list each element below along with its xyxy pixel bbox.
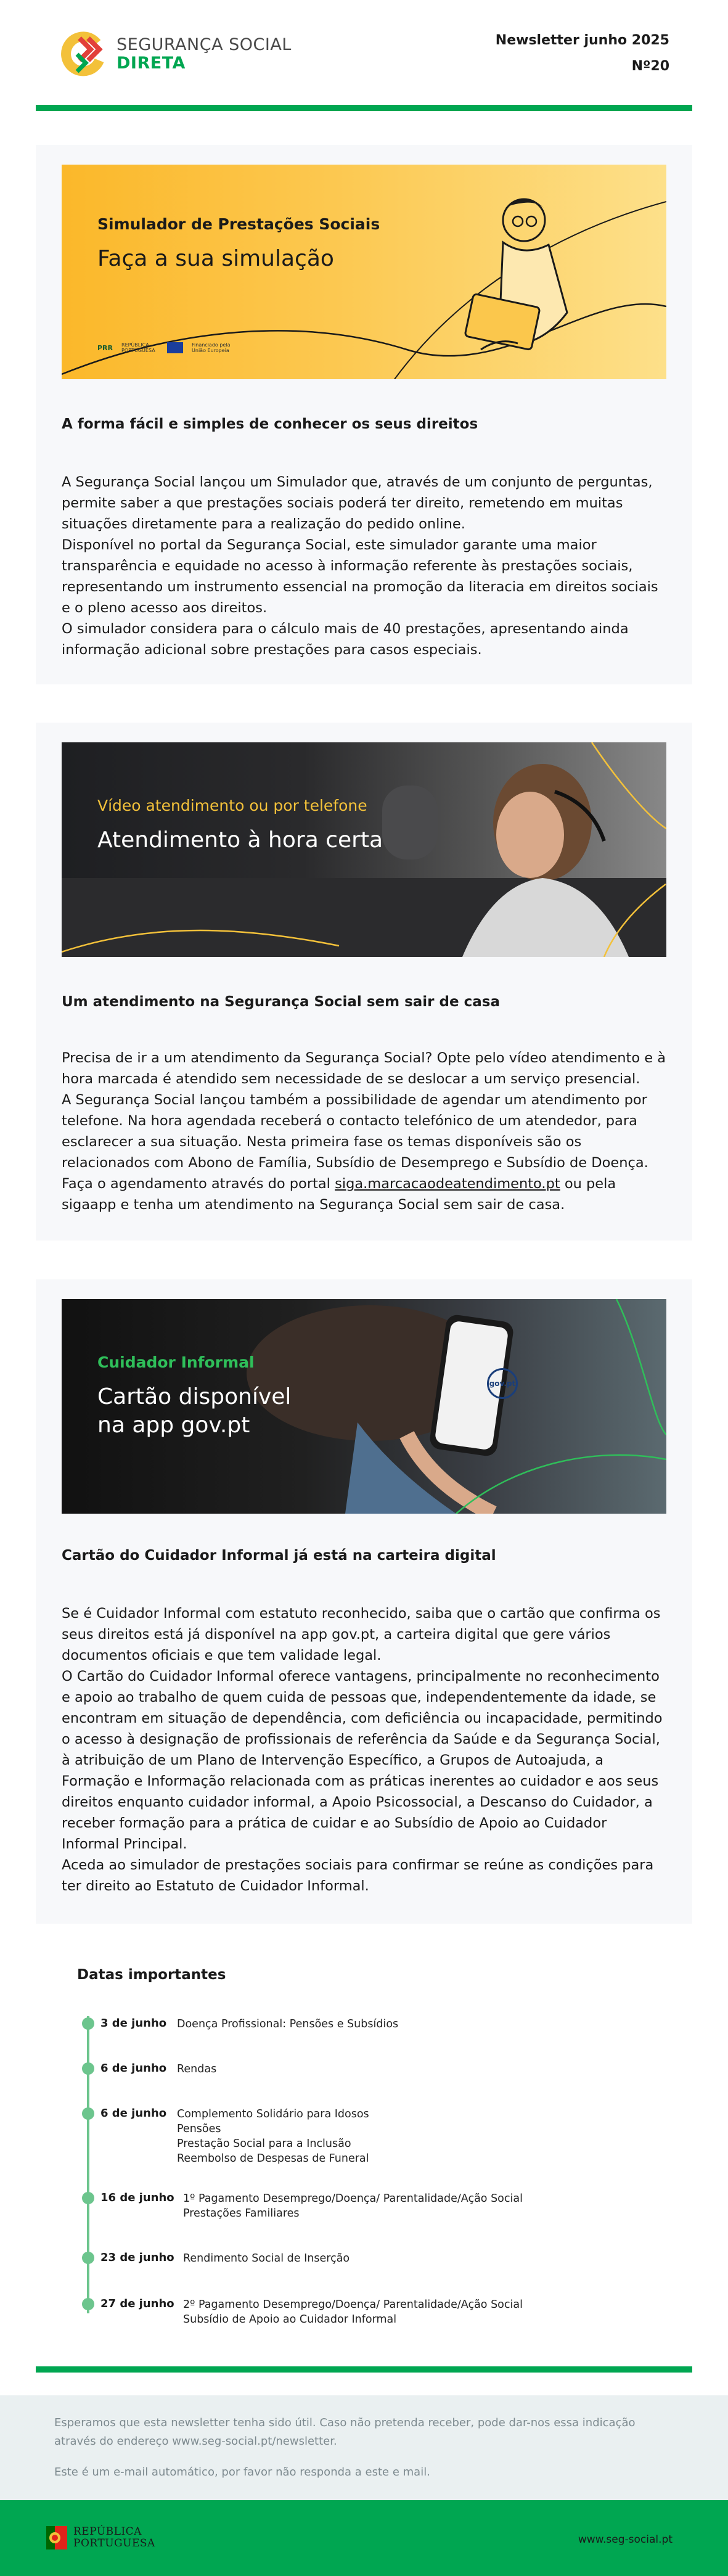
article-body (62, 1048, 666, 1215)
newsletter-header (0, 0, 728, 111)
portuguese-coat-of-arms-icon (46, 2526, 67, 2549)
timeline-date: 16 de junho (100, 2191, 174, 2204)
funding-logos (97, 342, 235, 353)
timeline-desc (183, 2191, 523, 2221)
banner-title-line1: Cartão disponível (97, 1384, 292, 1409)
paragraph: Disponível no portal da Segurança Social, este simulador garante uma maior transparência e equidade no acesso à informação referente às prestações sociais, representando um instrumento essencial na promoção da literacia em direitos sociais e o pleno acesso aos direitos. (62, 537, 658, 616)
paragraph: A Segurança Social lançou também a possibilidade de agendar um atendimento por telefone. Na hora agendada receberá o contacto telefónico de um atendedor, para esclarecer a sua situação. Nesta primeira fase os temas disponíveis são os relacionados com Abono de Família, Subsídio de Desemprego e Subsídio de Doença. (62, 1092, 648, 1171)
timeline-line-text: Pensões (177, 2123, 221, 2135)
footer-bar (0, 2500, 728, 2576)
phone-label: gov.pt (489, 1379, 516, 1388)
paragraph: O Cartão do Cuidador Informal oferece vantagens, principalmente no reconhecimento e apoio ao trabalho de quem cuida de pessoas que, independentemente da idade, se encontram em situação de dependência, com deficiência ou incapacidade, permitindo o acesso à designação de profissionais de referência da Saúde e da Segurança Social, à atribuição de um Plano de Intervenção Específico, a Grupos de Autoajuda, a Formação e Informação relacionada com as práticas inerentes ao cuidador e aos seus direitos enquanto cuidador informal, a Apoio Psicossocial, a Descanso do Cuidador, a receber formação para a prática de cuidar e ao Subsídio de Apoio ao Cuidador Informal Principal. (62, 1668, 663, 1852)
paragraph: Aceda ao simulador de prestações sociais para confirmar se reúne as condições para ter direito ao Estatuto de Cuidador Informal. (62, 1857, 654, 1894)
timeline-desc (183, 2297, 523, 2327)
article-cuidador (36, 1279, 692, 1924)
seguranca-social-direta-logo[interactable] (59, 30, 292, 79)
timeline-date: 27 de junho (100, 2297, 174, 2310)
link-prefix: Faça o agendamento através do portal (62, 1176, 335, 1192)
paragraph: Se é Cuidador Informal com estatuto reconhecido, saiba que o cartão que confirma os seus direitos está já disponível na app gov.pt, a carteira digital que gere vários documentos oficiais e que tem validade legal. (62, 1606, 661, 1663)
automatic-email-note: Este é um e-mail automático, por favor não responda a este e mail. (54, 2466, 430, 2479)
timeline-line-text: 2º Pagamento Desemprego/Doença/ Parentalidade/Ação Social (183, 2299, 523, 2311)
logo-mark-icon (59, 30, 108, 79)
atendimento-banner[interactable] (62, 742, 666, 957)
timeline-line-text: Subsídio de Apoio ao Cuidador Informal (183, 2313, 397, 2326)
gov-pt-app-icon (487, 1368, 518, 1399)
timeline-dot-icon (82, 2192, 94, 2204)
timeline-desc (177, 2017, 398, 2032)
article-atendimento (36, 723, 692, 1241)
top-divider (36, 105, 692, 111)
banner-title-line2: na app gov.pt (97, 1413, 250, 1438)
timeline-dot-icon (82, 2107, 94, 2120)
site-link[interactable]: www.seg-social.pt (578, 2533, 673, 2546)
rep-line1: REPÚBLICA (73, 2525, 142, 2538)
simulator-banner[interactable] (62, 165, 666, 379)
article-heading: Um atendimento na Segurança Social sem sair de casa (62, 994, 500, 1010)
article-body (62, 472, 666, 660)
timeline-line-text: 1º Pagamento Desemprego/Doença/ Parentalidade/Ação Social (183, 2192, 523, 2205)
logo-line2: DIRETA (117, 54, 186, 73)
paragraph: Precisa de ir a um atendimento da Segurança Social? Opte pelo vídeo atendimento e à hora marcada é atendido sem necessidade de se deslocar a um serviço presencial. (62, 1050, 666, 1087)
republica-portuguesa-logo: REPÚBLICA PORTUGUESA (121, 342, 155, 353)
article-heading: A forma fácil e simples de conhecer os seus direitos (62, 416, 478, 432)
eu-funding-logo: Financiado pela União Europeia (192, 342, 231, 353)
timeline-dot-icon (82, 2017, 94, 2030)
paragraph: O simulador considera para o cálculo mais de 40 prestações, apresentando ainda informação adicional sobre prestações para casos especiais. (62, 621, 629, 658)
banner-title (97, 1383, 291, 1440)
issue-number: Nº20 (631, 59, 669, 74)
timeline-line-text: Doença Profissional: Pensões e Subsídios (177, 2018, 399, 2030)
bottom-divider (36, 2366, 692, 2373)
banner-kicker: Simulador de Prestações Sociais (97, 215, 380, 233)
timeline-line-text: Complemento Solidário para Idosos (177, 2108, 369, 2120)
footer-notes (0, 2395, 728, 2500)
timeline-desc (177, 2062, 216, 2077)
eu-flag-icon (167, 342, 183, 353)
timeline-desc (183, 2251, 350, 2266)
article-body (62, 1603, 666, 1897)
siga-portal-link[interactable]: siga.marcacaodeatendimento.pt (335, 1176, 560, 1192)
timeline-dot-icon (82, 2298, 94, 2310)
banner-kicker: Vídeo atendimento ou por telefone (97, 797, 367, 814)
banner-title: Faça a sua simulação (97, 246, 334, 271)
person-with-tablet-illustration-icon (444, 189, 604, 374)
timeline-dot-icon (82, 2062, 94, 2075)
paragraph: A Segurança Social lançou um Simulador que, através de um conjunto de perguntas, permite saber a que prestações sociais poderá ter direito, remetendo em muitas situações diretamente para a realização do pedido online. (62, 474, 653, 532)
timeline-date: 6 de junho (100, 2107, 167, 2120)
article-simulator (36, 145, 692, 684)
newsletter-title: Newsletter junho 2025 (495, 33, 669, 48)
timeline-line-text: Prestação Social para a Inclusão (177, 2138, 351, 2150)
timeline-line-text: Prestações Familiares (183, 2207, 300, 2220)
paragraph-with-link (62, 1173, 666, 1215)
cuidador-banner[interactable] (62, 1299, 666, 1514)
timeline-line-text: Rendas (177, 2063, 217, 2075)
rep-line2: PORTUGUESA (73, 2537, 155, 2549)
unsubscribe-note: Esperamos que esta newsletter tenha sido útil. Caso não pretenda receber, pode dar-nos essa indicação através do endereço www.seg-social.pt/newsletter. (54, 2416, 636, 2448)
timeline-date: 6 de junho (100, 2062, 167, 2075)
prr-logo: PRR (97, 343, 113, 352)
article-heading: Cartão do Cuidador Informal já está na carteira digital (62, 1548, 496, 1564)
timeline-date: 3 de junho (100, 2017, 167, 2030)
banner-title: Atendimento à hora certa (97, 827, 383, 853)
banner-kicker: Cuidador Informal (97, 1353, 255, 1371)
timeline-line-text: Reembolso de Despesas de Funeral (177, 2152, 369, 2165)
republica-portuguesa-logo[interactable] (46, 2526, 155, 2549)
timeline-line (87, 2016, 89, 2313)
timeline-line-text: Rendimento Social de Inserção (183, 2252, 350, 2265)
logo-line1: SEGURANÇA SOCIAL (117, 35, 292, 55)
timeline-desc (177, 2107, 369, 2166)
timeline-date: 23 de junho (100, 2251, 174, 2264)
link-suffix: ou pela sigaapp e tenha um atendimento na Segurança Social sem sair de casa. (62, 1176, 616, 1213)
dates-title: Datas importantes (77, 1967, 226, 1983)
timeline-dot-icon (82, 2252, 94, 2264)
